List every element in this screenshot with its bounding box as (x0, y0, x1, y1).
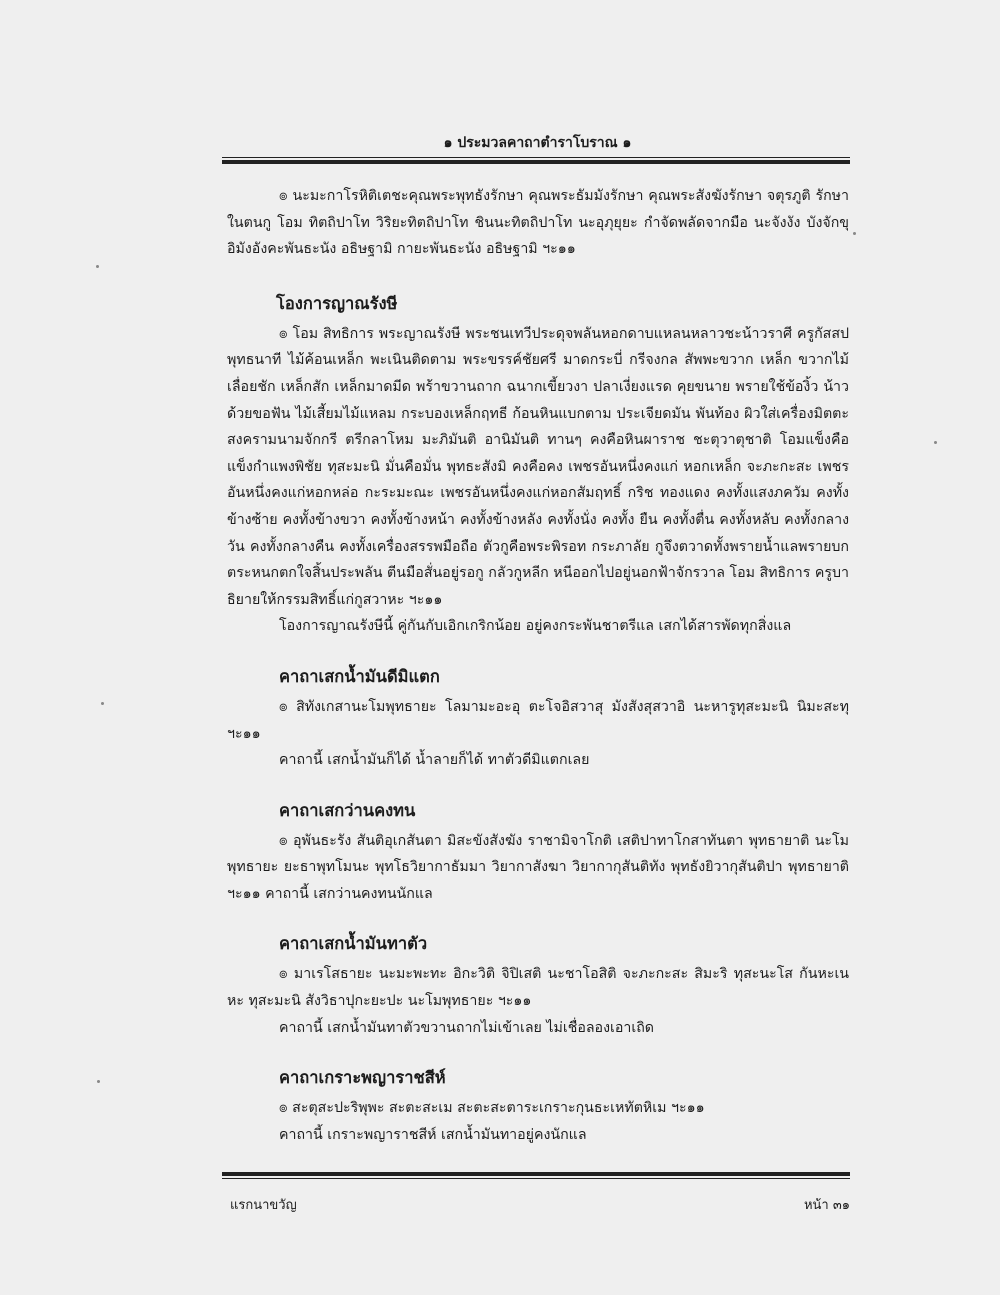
section-note-lion-armor: คาถานี้ เกราะพญาราชสีห์ เสกน้ำมันทาอยู่คงนักแล (279, 1126, 587, 1143)
section-heading-herb: คาถาเสกว่านคงทน (279, 800, 416, 820)
header-rule-thin (222, 157, 850, 158)
running-header: ๑ ประมวลคาถาตำราโบราณ ๑ (443, 135, 632, 151)
section-note-yanrangsi: โองการญาณรังษีนี้ คู่กันกับเอิกเกริกน้อย อยู่คงกระพันชาตรีแล เสกได้สารพัดทุกสิ่งแล (279, 618, 792, 635)
section-heading-oil-skin: คาถาเสกน้ำมันดีมิแตก (279, 666, 440, 686)
scan-speck (101, 702, 104, 705)
scan-speck (97, 1080, 100, 1083)
section-text-herb: ๏ อุพันธะรัง สันติอุเกสันตา มิสะขังสังฆัง ราชามิจาโกติ เสติปาทาโกสาทันตา พุทธายาติ นะโมพุทธายะ ยะธาพุทโมนะ พุทโธวิยากาธัมมา วิยากาสังฆา วิยากากุสันติทัง พุทธังยิวากุสันติปา พุทธายาติ ฯะ๑๑ คาถานี้ เสกว่านคงทนนักแล (227, 832, 849, 902)
scan-speck (853, 232, 856, 235)
section-text-yanrangsi: ๏ โอม สิทธิการ พระญาณรังษี พระชนเทวีประดุจพลันหอกดาบแหลนหลาวชะน้าวราศี ครูกัสสปพุทธนาที ไม้ค้อนเหล็ก พะเนินติดตาม พระขรรค์ชัยศรี มาดกระบี่ กรีจงกล สัพพะขวาก เหล็ก ขวากไม้ เลื่อยชัก เหล็กสัก เหล็กมาดมีด พร้าขวานถาก ฉนากเขี้ยวงา ปลาเงี่ยงแรด คุยขนาย พรายใช้ข้องิ้ว น้าวด้วยขอฟัน ไม้เสี้ยมไม้แหลม กระบองเหล็กฤทธี ก้อนหินแบกตาม ประเจียดมัน พันท้อง ผิวใส่เครื่องมิตตะสงครามนามจักกรี ตรีกลาโหม มะภิมันติ อานิมันติ ทานๆ คงคือหินผาราช ชะตุวาตุชาติ โอมแข็งคือแข็งกำแพงพิชัย ทุสะมะนิ มั่นคือมั่น พุทธะสังมิ คงคือคง เพชรอันหนึ่งคงแก่ หอกเหล็ก จะภะกะสะ เพชรอันหนึ่งคงแก่หอกหล่อ กะระมะณะ เพชรอันหนึ่งคงแก่หอกสัมฤทธิ์ กริช ทองแดง คงทั้งแสงภควัม คงทั้งข้างซ้าย คงทั้งข้างขวา คงทั้งข้างหน้า คงทั้งข้างหลัง คงทั้งนั่ง คงทั้ง ยืน คงทั้งตื่น คงทั้งหลับ คงทั้งกลางวัน คงทั้งกลางคืน คงทั้งเครื่องสรรพมือถือ ตัวกูคือพระพิรอท กระภาลัย กูจึงตวาดทั้งพรายน้ำแลพรายบก ตระหนกตกใจสิ้นประพลัน ตีนมือสั่นอยู่รอกู กลัวกูหลีก หนีออกไปอยู่นอกฟ้าจักรวาล โอม สิทธิการ ครูบาธิยายให้กรรมสิทธิ์แก่กูสวาหะ ฯะ๑๑ (227, 325, 849, 608)
section-note-oil-body: คาถานี้ เสกน้ำมันทาตัวขวานถากไม่เข้าเลย ไม่เชื่อลองเอาเถิด (279, 1019, 654, 1036)
body-content (227, 183, 849, 1148)
footer-publication: แรกนาขวัญ (230, 1198, 297, 1213)
footer-page-number: หน้า ๓๑ (803, 1198, 850, 1213)
scan-speck (96, 265, 99, 268)
section-note-oil-skin: คาถานี้ เสกน้ำมันก็ได้ น้ำลายก็ได้ ทาตัวดีมิแตกเลย (279, 752, 590, 769)
section-heading-lion-armor: คาถาเกราะพญาราชสีห์ (279, 1068, 446, 1088)
intro-paragraph: ๏ นะมะกาโรหิติเตชะคุณพระพุทธังรักษา คุณพระธัมมังรักษา คุณพระสังฆังรักษา จตุรภูติ รักษาในตนกู โอม ทิตถิปาโท วิริยะทิตถิปาโท ชินนะทิตถิปาโท นะอุภุยุยะ กำจัดพลัดจากมือ นะจังงัง บังจักขุ อิมังอังคะพันธะนัง อธิษฐามิ กายะพันธะนัง อธิษฐามิ ฯะ๑๑ (227, 188, 849, 258)
footer-rule (222, 1172, 850, 1180)
section-heading-yanrangsi: โองการญาณรังษี (276, 293, 398, 313)
footer-rule-thick (222, 1172, 850, 1176)
header-rule (222, 157, 850, 165)
section-text-lion-armor: ๏ สะตุสะปะริพุพะ สะตะสะเม สะตะสะตาระเกราะกุนธะเหทัตหิเม ฯะ๑๑ (279, 1100, 705, 1117)
header-rule-thick (222, 160, 850, 164)
scan-speck (934, 441, 937, 444)
section-heading-oil-body: คาถาเสกน้ำมันทาตัว (279, 934, 428, 954)
footer-rule-thin (222, 1178, 850, 1179)
section-text-oil-skin: ๏ สิทังเกสานะโมพุทธายะ โลมามะอะอุ ตะโจอิสวาสุ มังสังสุสวาอิ นะหารูทุสะมะนิ นิมะสะทุ ฯะ๑๑ (227, 698, 849, 742)
section-text-oil-body: ๏ มาเรโสธายะ นะมะพะทะ อิกะวิติ จิปิเสติ นะชาโอสิติ จะภะกะสะ สิมะริ ทุสะนะโส กันหะเนหะ ทุสะมะนิ สังวิธาปุกะยะปะ นะโมพุทธายะ ฯะ๑๑ (227, 966, 849, 1010)
